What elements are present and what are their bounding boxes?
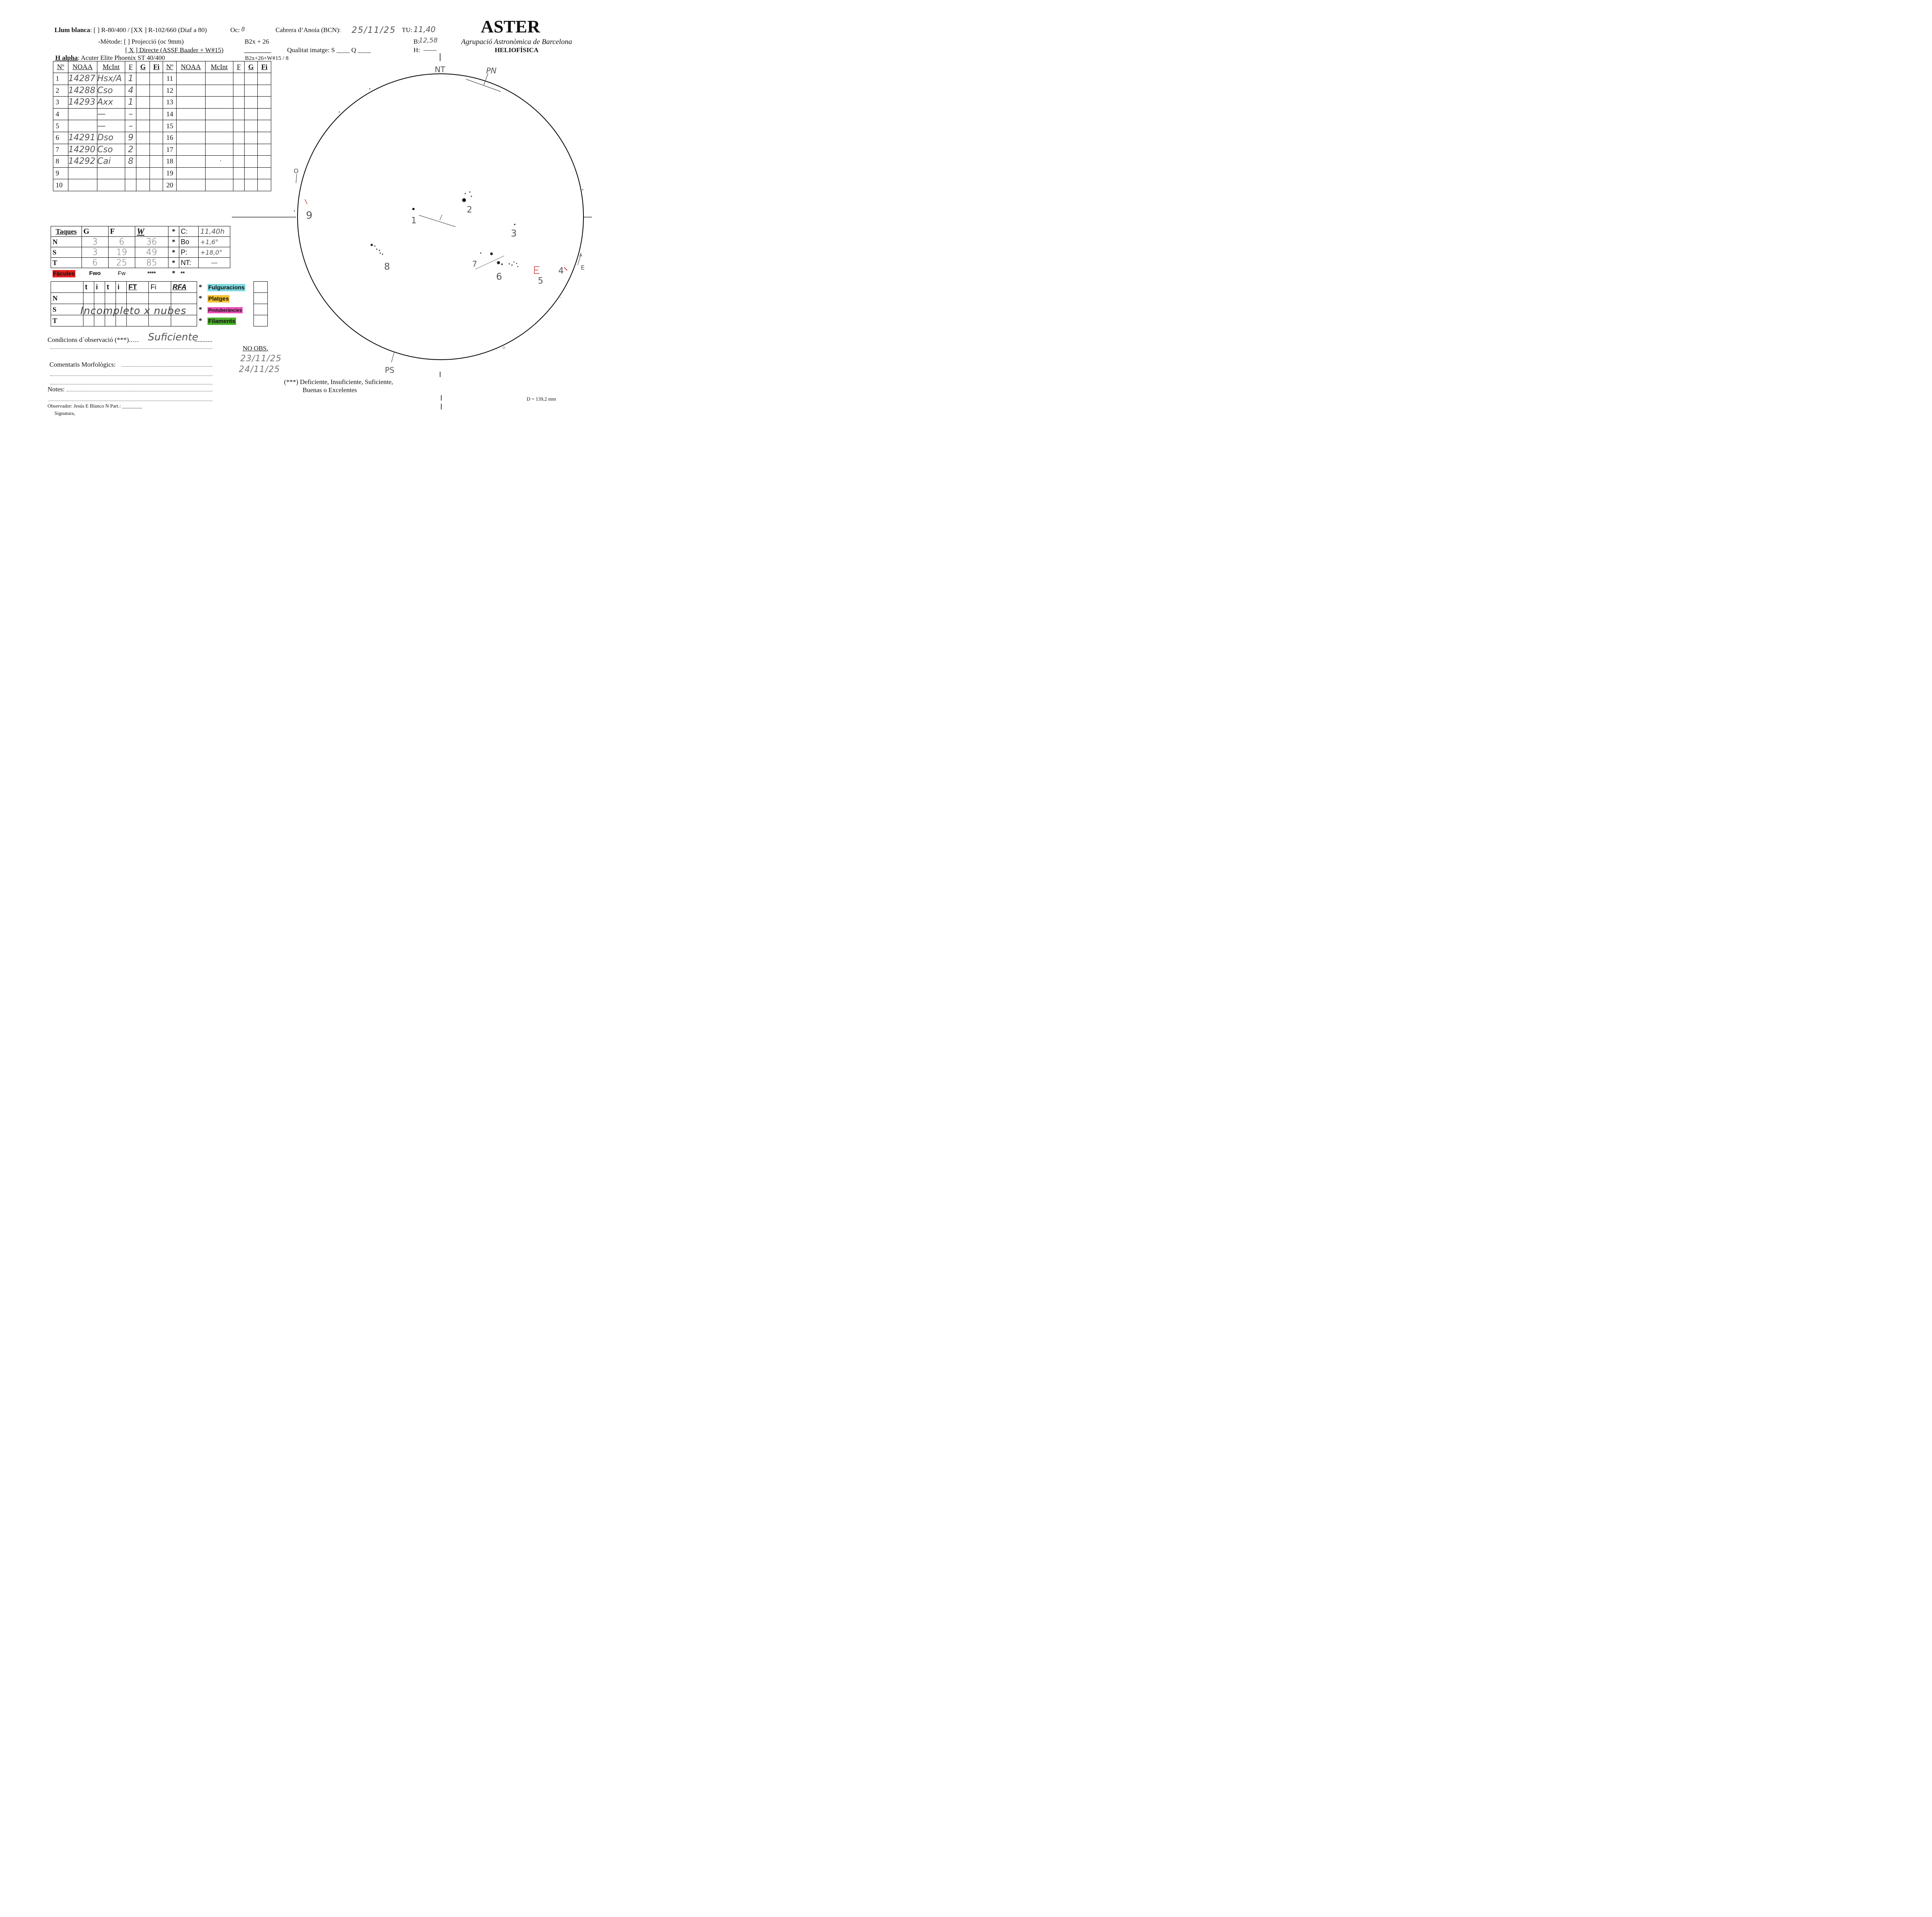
col-mcint: McInt xyxy=(97,61,125,73)
label-9: 9 xyxy=(306,210,313,221)
s-w: 49 xyxy=(135,247,168,258)
diameter-label: D = 139,2 mm xyxy=(527,396,556,402)
group-number-2: 16 xyxy=(163,132,177,144)
aster-title: ASTER xyxy=(481,17,540,36)
group-f: 8 xyxy=(125,156,136,168)
group-number-2: 12 xyxy=(163,85,177,97)
val-bo: +1,6° xyxy=(199,237,230,247)
col-f: F xyxy=(125,61,136,73)
group-noaa: 14288 xyxy=(68,85,97,97)
star: * xyxy=(168,237,179,247)
label-6: 6 xyxy=(496,271,502,282)
group-number: 7 xyxy=(53,144,68,156)
group-f: 4 xyxy=(125,85,136,97)
fac-col-fi: Fi xyxy=(149,282,171,293)
group-noaa: 14290 xyxy=(68,144,97,156)
star: * xyxy=(199,294,202,302)
dots: ........... xyxy=(194,336,213,343)
t-g: 6 xyxy=(82,258,108,268)
label-2: 2 xyxy=(467,205,472,215)
group-number: 9 xyxy=(53,167,68,179)
taques-row-t: T xyxy=(51,258,82,268)
group-number: 4 xyxy=(53,108,68,120)
halpha-label: H alpha xyxy=(55,54,78,61)
o-arrow xyxy=(296,174,297,183)
group-number-2: 20 xyxy=(163,179,177,191)
small-ring xyxy=(503,347,505,349)
group-f: – xyxy=(125,108,136,120)
legend-protuberancies: Protuberàncies xyxy=(208,307,242,313)
condicions-value: Suficiente xyxy=(148,331,198,343)
s-g: 3 xyxy=(82,247,108,258)
aster-subtitle: Agrupació Astronòmica de Barcelona xyxy=(461,38,572,46)
spot-6 xyxy=(497,261,500,264)
ps-label: PS xyxy=(385,365,395,375)
b2x-label: B2x + 26 xyxy=(245,38,269,45)
group-mcint: Cai xyxy=(97,156,125,168)
group-f: 1 xyxy=(125,73,136,85)
taques-row-n: N xyxy=(51,237,82,247)
group-noaa: 14293 xyxy=(68,97,97,109)
comentaris-label: Comentaris Morfològics: xyxy=(49,361,116,368)
star: * xyxy=(199,305,202,313)
group-number: 2 xyxy=(53,85,68,97)
notes-label: Notes: xyxy=(48,386,65,393)
taques-row-s: S xyxy=(51,247,82,258)
tu-label: TU: xyxy=(402,26,413,34)
key-p: P: xyxy=(179,247,199,258)
group-mcint: Cso xyxy=(97,85,125,97)
pn-label: PN xyxy=(486,66,497,75)
facules-label: Fàcules xyxy=(53,270,75,277)
val-p: +18,0° xyxy=(199,247,230,258)
fac-col-t2: t xyxy=(105,282,116,293)
group-number: 6 xyxy=(53,132,68,144)
group-mcint: Dso xyxy=(97,132,125,144)
fwo-label: Fwo xyxy=(89,270,101,277)
heliofisica-label: HELIOFÍSICA xyxy=(495,46,539,54)
val-c: 11,40h xyxy=(199,226,230,237)
label-1: 1 xyxy=(411,216,417,226)
star: * xyxy=(172,269,175,277)
red-mark-west xyxy=(305,199,307,204)
group-mcint: Cso xyxy=(97,144,125,156)
llum-blanca-value: : [ ] R-80/400 / [XX ] R-102/660 (Diaf a 80) xyxy=(90,26,207,34)
fac-col-rfa: RFA xyxy=(171,282,197,293)
col-f2: F xyxy=(233,61,245,73)
ps-marker xyxy=(391,352,394,362)
red-e-letter xyxy=(534,267,539,274)
group-f: 1 xyxy=(125,97,136,109)
llum-blanca-label: Llum blanca xyxy=(54,26,90,34)
group-number-2: 14 xyxy=(163,108,177,120)
h-label: H: xyxy=(413,46,420,54)
fac-row-s: S xyxy=(51,304,83,315)
n-f: 6 xyxy=(108,237,135,247)
group-number-2: 11 xyxy=(163,73,177,85)
key-c: C: xyxy=(179,226,199,237)
t-f: 25 xyxy=(108,258,135,268)
observador-label: Observador: Jesús E Blanco N Part.: ________ xyxy=(48,403,143,409)
metode-label: -Mètode: [ ] Projecció (oc 9mm) xyxy=(98,38,184,45)
col-fi: Fi xyxy=(150,61,163,73)
group-number: 1 xyxy=(53,73,68,85)
facules-note: Incompleto x nubes xyxy=(80,305,187,317)
observation-date: 25/11/25 xyxy=(352,25,396,35)
group-number-2: 18 xyxy=(163,156,177,168)
group-number-2: 17 xyxy=(163,144,177,156)
footnote-line1: (***) Deficiente, Insuficiente, Suficiente, xyxy=(284,378,393,386)
no-obs-date-1: 23/11/25 xyxy=(240,354,282,364)
fac-col-ft: FT xyxy=(127,282,149,293)
col-noaa2: NOAA xyxy=(177,61,206,73)
taques-col-f: F xyxy=(108,226,135,237)
red-mark-east xyxy=(564,267,567,270)
halpha-value: : Acuter Elite Phoenix ST 40/400 xyxy=(78,54,165,61)
spot-3 xyxy=(514,224,515,225)
no-obs-label: NO OBS. xyxy=(243,345,269,352)
group-number: 10 xyxy=(53,179,68,191)
group-noaa: 14287 xyxy=(68,73,97,85)
n-g: 3 xyxy=(82,237,108,247)
fw-label: Fw xyxy=(117,270,126,277)
fac-col-i2: i xyxy=(116,282,127,293)
col-g2: G xyxy=(244,61,258,73)
s-f: 19 xyxy=(108,247,135,258)
group-f: – xyxy=(125,120,136,132)
key-nt: NT: xyxy=(179,258,199,268)
pn-marker xyxy=(466,79,501,92)
col-n2: Nº xyxy=(163,61,177,73)
group-number: 3 xyxy=(53,97,68,109)
solar-disk-drawing xyxy=(0,0,606,428)
col-fi2: Fi xyxy=(258,61,271,73)
star: * xyxy=(168,247,179,258)
taques-col-w: W xyxy=(135,226,168,237)
stars2-label: ** xyxy=(180,270,185,276)
group-mcint: — xyxy=(97,108,125,120)
legend-filaments: Filaments xyxy=(208,318,235,325)
legend-platges: Platges xyxy=(208,295,229,302)
sun-disk xyxy=(298,74,583,360)
group-noaa: 14292 xyxy=(68,156,97,168)
val-nt: — xyxy=(199,258,230,268)
no-obs-date-2: 24/11/25 xyxy=(239,365,280,374)
condicions-label: Condicions d´observació (***)..... xyxy=(48,336,139,343)
label-5: 5 xyxy=(538,276,543,286)
fac-col-i1: i xyxy=(94,282,105,293)
footnote-line2: Buenas o Excelentes xyxy=(303,386,357,394)
star: * xyxy=(199,316,202,325)
star: * xyxy=(168,258,179,268)
star: * xyxy=(168,226,179,237)
o-label: O xyxy=(294,167,299,175)
star: * xyxy=(199,283,202,291)
label-8: 8 xyxy=(384,261,390,272)
spot1-line xyxy=(419,215,456,227)
group-number: 5 xyxy=(53,120,68,132)
key-bo: Bo xyxy=(179,237,199,247)
taques-title: Taques xyxy=(51,226,82,237)
b-label: B: xyxy=(413,38,420,45)
fac-row-n: N xyxy=(51,293,83,304)
group-noaa: 14291 xyxy=(68,132,97,144)
legend-fulguracions: Fulguracions xyxy=(208,284,245,291)
n-w: 36 xyxy=(135,237,168,247)
oc-value: 8 xyxy=(241,25,245,33)
col-noaa: NOAA xyxy=(68,61,97,73)
signatura-label: Signatura, xyxy=(54,410,75,416)
tu-value: 11,40 xyxy=(413,25,436,34)
stars4-label: **** xyxy=(147,270,156,276)
spot-6-leader xyxy=(490,253,493,255)
location-label: Cabrera d’Anoia (BCN): xyxy=(276,26,341,34)
e-label: E xyxy=(581,264,585,271)
nt-label: NT xyxy=(435,65,446,74)
b-value: 12,58 xyxy=(419,37,438,44)
oc-label: Oc: xyxy=(230,26,240,34)
col-g: G xyxy=(136,61,150,73)
spot-1 xyxy=(412,208,415,210)
fac-col-t1: t xyxy=(83,282,94,293)
fac-row-t: T xyxy=(51,315,83,326)
group-f: 9 xyxy=(125,132,136,144)
group-mcint: — xyxy=(97,120,125,132)
label-4: 4 xyxy=(558,266,564,276)
spot-8 xyxy=(371,244,373,246)
col-n: Nº xyxy=(53,61,68,73)
group-number: 8 xyxy=(53,156,68,168)
b2x-w15-label: B2x+26+W#15 / 8 xyxy=(245,55,289,61)
taques-col-g: G xyxy=(82,226,108,237)
group-number-2: 13 xyxy=(163,97,177,109)
group-mcint: Hsx/A xyxy=(97,73,125,85)
label-3: 3 xyxy=(511,228,517,239)
t-w: 85 xyxy=(135,258,168,268)
qualitat-label: Qualitat imatge: S ____ Q ____ xyxy=(287,46,371,54)
group-mcint: Axx xyxy=(97,97,125,109)
group-number-2: 15 xyxy=(163,120,177,132)
directe-label: [ X ] Directe (ASSF Baader + W#15) xyxy=(125,46,224,54)
group-number-2: 19 xyxy=(163,167,177,179)
col-mcint2: McInt xyxy=(205,61,233,73)
group-f: 2 xyxy=(125,144,136,156)
label-7: 7 xyxy=(472,259,477,269)
